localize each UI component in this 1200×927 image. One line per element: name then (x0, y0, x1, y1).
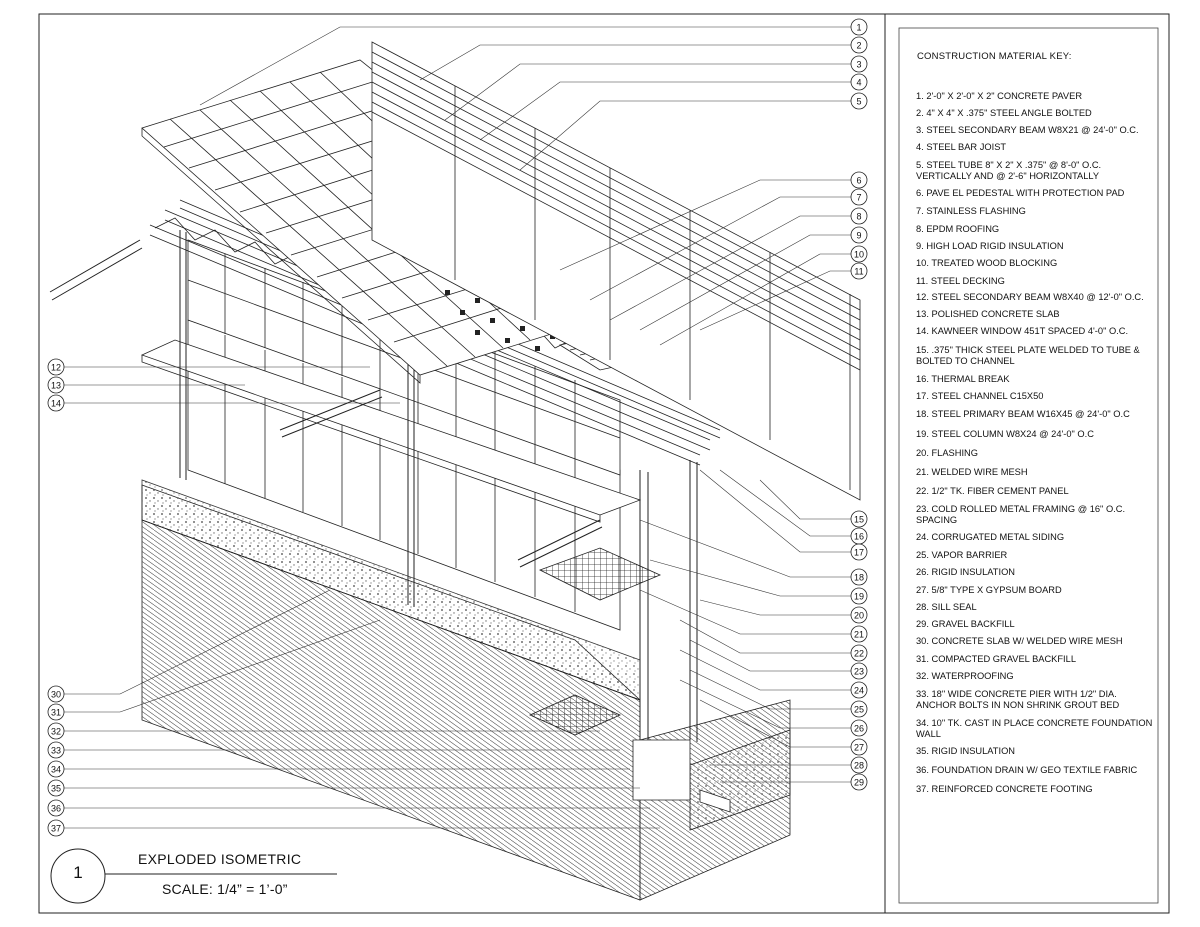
callout-bubble (851, 739, 867, 755)
callout-number: 11 (854, 266, 864, 277)
material-key-item: 7. STAINLESS FLASHING (916, 206, 1026, 216)
callout-bubble (851, 56, 867, 72)
callout-number: 12 (50, 362, 62, 373)
callout-number: 32 (50, 726, 62, 737)
callout-bubble (48, 686, 64, 702)
callout-number: 24 (853, 685, 865, 696)
callout-number: 19 (853, 591, 865, 602)
material-key-item: 15. .375" THICK STEEL PLATE WELDED TO TUBE & BOLTED TO CHANNEL (916, 345, 1140, 366)
callout-number: 36 (50, 803, 62, 814)
callout-number: 31 (50, 707, 62, 718)
material-key-item: 23. COLD ROLLED METAL FRAMING @ 16" O.C. SPACING (916, 504, 1126, 525)
callout-bubble (851, 569, 867, 585)
callout-number: 8 (856, 211, 862, 222)
material-key-item: 4. STEEL BAR JOIST (916, 142, 1007, 152)
callout-bubble (851, 588, 867, 604)
material-key-item: 5. STEEL TUBE 8" X 2" X .375" @ 8'-0" O.C. VERTICALLY AND @ 2'-6" HORIZONTALLY (916, 160, 1102, 181)
callout-number: 22 (853, 648, 865, 659)
material-key-item: 12. STEEL SECONDARY BEAM W8X40 @ 12'-0" O.C. (916, 292, 1144, 302)
callout-bubble (48, 780, 64, 796)
material-key-item: 14. KAWNEER WINDOW 451T SPACED 4'-0" O.C. (916, 326, 1129, 336)
callout-bubble (851, 227, 867, 243)
material-key-item: 6. PAVE EL PEDESTAL WITH PROTECTION PAD (916, 188, 1125, 198)
material-key-item: 8. EPDM ROOFING (916, 224, 1000, 234)
material-key-item: 20. FLASHING (916, 448, 979, 458)
view-number: 1 (73, 863, 83, 882)
callout-bubble (48, 395, 64, 411)
callout-bubble (851, 720, 867, 736)
material-key-item: 16. THERMAL BREAK (916, 374, 1010, 384)
callout-bubble (851, 172, 867, 188)
callout-number: 27 (853, 742, 865, 753)
callout-number: 13 (50, 380, 62, 391)
callout-bubble (851, 74, 867, 90)
material-key-item: 18. STEEL PRIMARY BEAM W16X45 @ 24'-0" O.C (916, 409, 1130, 419)
callout-number: 20 (853, 610, 865, 621)
material-key-item: 26. RIGID INSULATION (916, 567, 1016, 577)
callout-number: 25 (853, 704, 865, 715)
callout-bubble (48, 742, 64, 758)
callout-bubble (48, 377, 64, 393)
callout-bubble (851, 189, 867, 205)
callout-bubble (851, 645, 867, 661)
callout-number: 30 (50, 689, 62, 700)
callout-number: 1 (856, 22, 862, 33)
material-key-item: 35. RIGID INSULATION (916, 746, 1016, 756)
material-key-item: 27. 5/8" TYPE X GYPSUM BOARD (916, 585, 1062, 595)
callout-bubble (851, 607, 867, 623)
callout-number: 7 (856, 192, 862, 203)
material-key-item: 21. WELDED WIRE MESH (916, 467, 1028, 477)
callout-number: 5 (856, 96, 862, 107)
callout-bubble (851, 263, 867, 279)
material-key-item: 36. FOUNDATION DRAIN W/ GEO TEXTILE FABRIC (916, 765, 1138, 775)
material-key-item: 2. 4" X 4" X .375" STEEL ANGLE BOLTED (916, 108, 1092, 118)
callout-bubble (48, 359, 64, 375)
callout-bubble (851, 701, 867, 717)
callout-number: 26 (853, 723, 865, 734)
material-key-item: 24. CORRUGATED METAL SIDING (916, 532, 1065, 542)
callout-bubble (851, 511, 867, 527)
material-key-item: 33. 18" WIDE CONCRETE PIER WITH 1/2" DIA. ANCHOR BOLTS IN NON SHRINK GROUT BED (916, 689, 1120, 710)
material-key-item: 1. 2'-0" X 2'-0" X 2" CONCRETE PAVER (916, 91, 1083, 101)
material-key-item: 30. CONCRETE SLAB W/ WELDED WIRE MESH (916, 636, 1123, 646)
material-key-item: 3. STEEL SECONDARY BEAM W8X21 @ 24'-0" O.C. (916, 125, 1139, 135)
callout-bubble (48, 704, 64, 720)
view-scale: SCALE: 1/4” = 1’-0” (162, 881, 288, 897)
callout-bubble (851, 528, 867, 544)
callout-bubble (851, 757, 867, 773)
callout-number: 4 (856, 77, 862, 88)
callout-number: 17 (853, 547, 865, 558)
material-key-item: 29. GRAVEL BACKFILL (916, 619, 1015, 629)
material-key-item: 10. TREATED WOOD BLOCKING (916, 258, 1058, 268)
material-key-item: 28. SILL SEAL (916, 602, 977, 612)
callout-bubble (48, 820, 64, 836)
callout-number: 21 (853, 629, 865, 640)
callout-bubble (851, 208, 867, 224)
callout-bubble (48, 800, 64, 816)
material-key-item: 37. REINFORCED CONCRETE FOOTING (916, 784, 1093, 794)
callout-number: 3 (856, 59, 862, 70)
callout-number: 28 (853, 760, 865, 771)
callout-bubble (851, 774, 867, 790)
callout-number: 23 (853, 666, 865, 677)
material-key-item: 19. STEEL COLUMN W8X24 @ 24'-0" O.C (916, 429, 1094, 439)
callout-number: 15 (853, 514, 865, 525)
material-key-item: 22. 1/2" TK. FIBER CEMENT PANEL (916, 486, 1069, 496)
callout-number: 9 (856, 230, 862, 241)
callout-bubble (851, 626, 867, 642)
isometric-drawing (50, 42, 860, 900)
callout-number: 2 (856, 40, 862, 51)
callout-number: 14 (50, 398, 62, 409)
material-key-item: 34. 10" TK. CAST IN PLACE CONCRETE FOUNDATION WALL (916, 718, 1153, 739)
callout-bubble (851, 663, 867, 679)
material-key-item: 25. VAPOR BARRIER (916, 550, 1008, 560)
callout-number: 6 (856, 175, 862, 186)
material-key-title: CONSTRUCTION MATERIAL KEY: (917, 51, 1072, 62)
callout-bubble (851, 544, 867, 560)
callout-number: 18 (853, 572, 865, 583)
view-title: EXPLODED ISOMETRIC (138, 851, 302, 867)
callout-bubble (851, 682, 867, 698)
material-key-item: 11. STEEL DECKING (916, 276, 1005, 286)
material-key-item: 13. POLISHED CONCRETE SLAB (916, 309, 1060, 319)
callout-number: 29 (853, 777, 865, 788)
callout-bubble (48, 761, 64, 777)
callout-number: 10 (853, 249, 865, 260)
material-key-item: 17. STEEL CHANNEL C15X50 (916, 391, 1044, 401)
material-key-item: 32. WATERPROOFING (916, 671, 1014, 681)
callout-number: 37 (50, 823, 62, 834)
callout-number: 33 (50, 745, 62, 756)
callout-bubble (851, 246, 867, 262)
callout-bubble (851, 19, 867, 35)
callout-bubble (851, 93, 867, 109)
callout-number: 34 (50, 764, 62, 775)
callout-number: 35 (50, 783, 62, 794)
material-key-item: 9. HIGH LOAD RIGID INSULATION (916, 241, 1064, 251)
callout-number: 16 (853, 531, 865, 542)
concrete-pier (633, 740, 690, 800)
callout-bubble (851, 37, 867, 53)
material-key-item: 31. COMPACTED GRAVEL BACKFILL (916, 654, 1076, 664)
callout-bubble (48, 723, 64, 739)
